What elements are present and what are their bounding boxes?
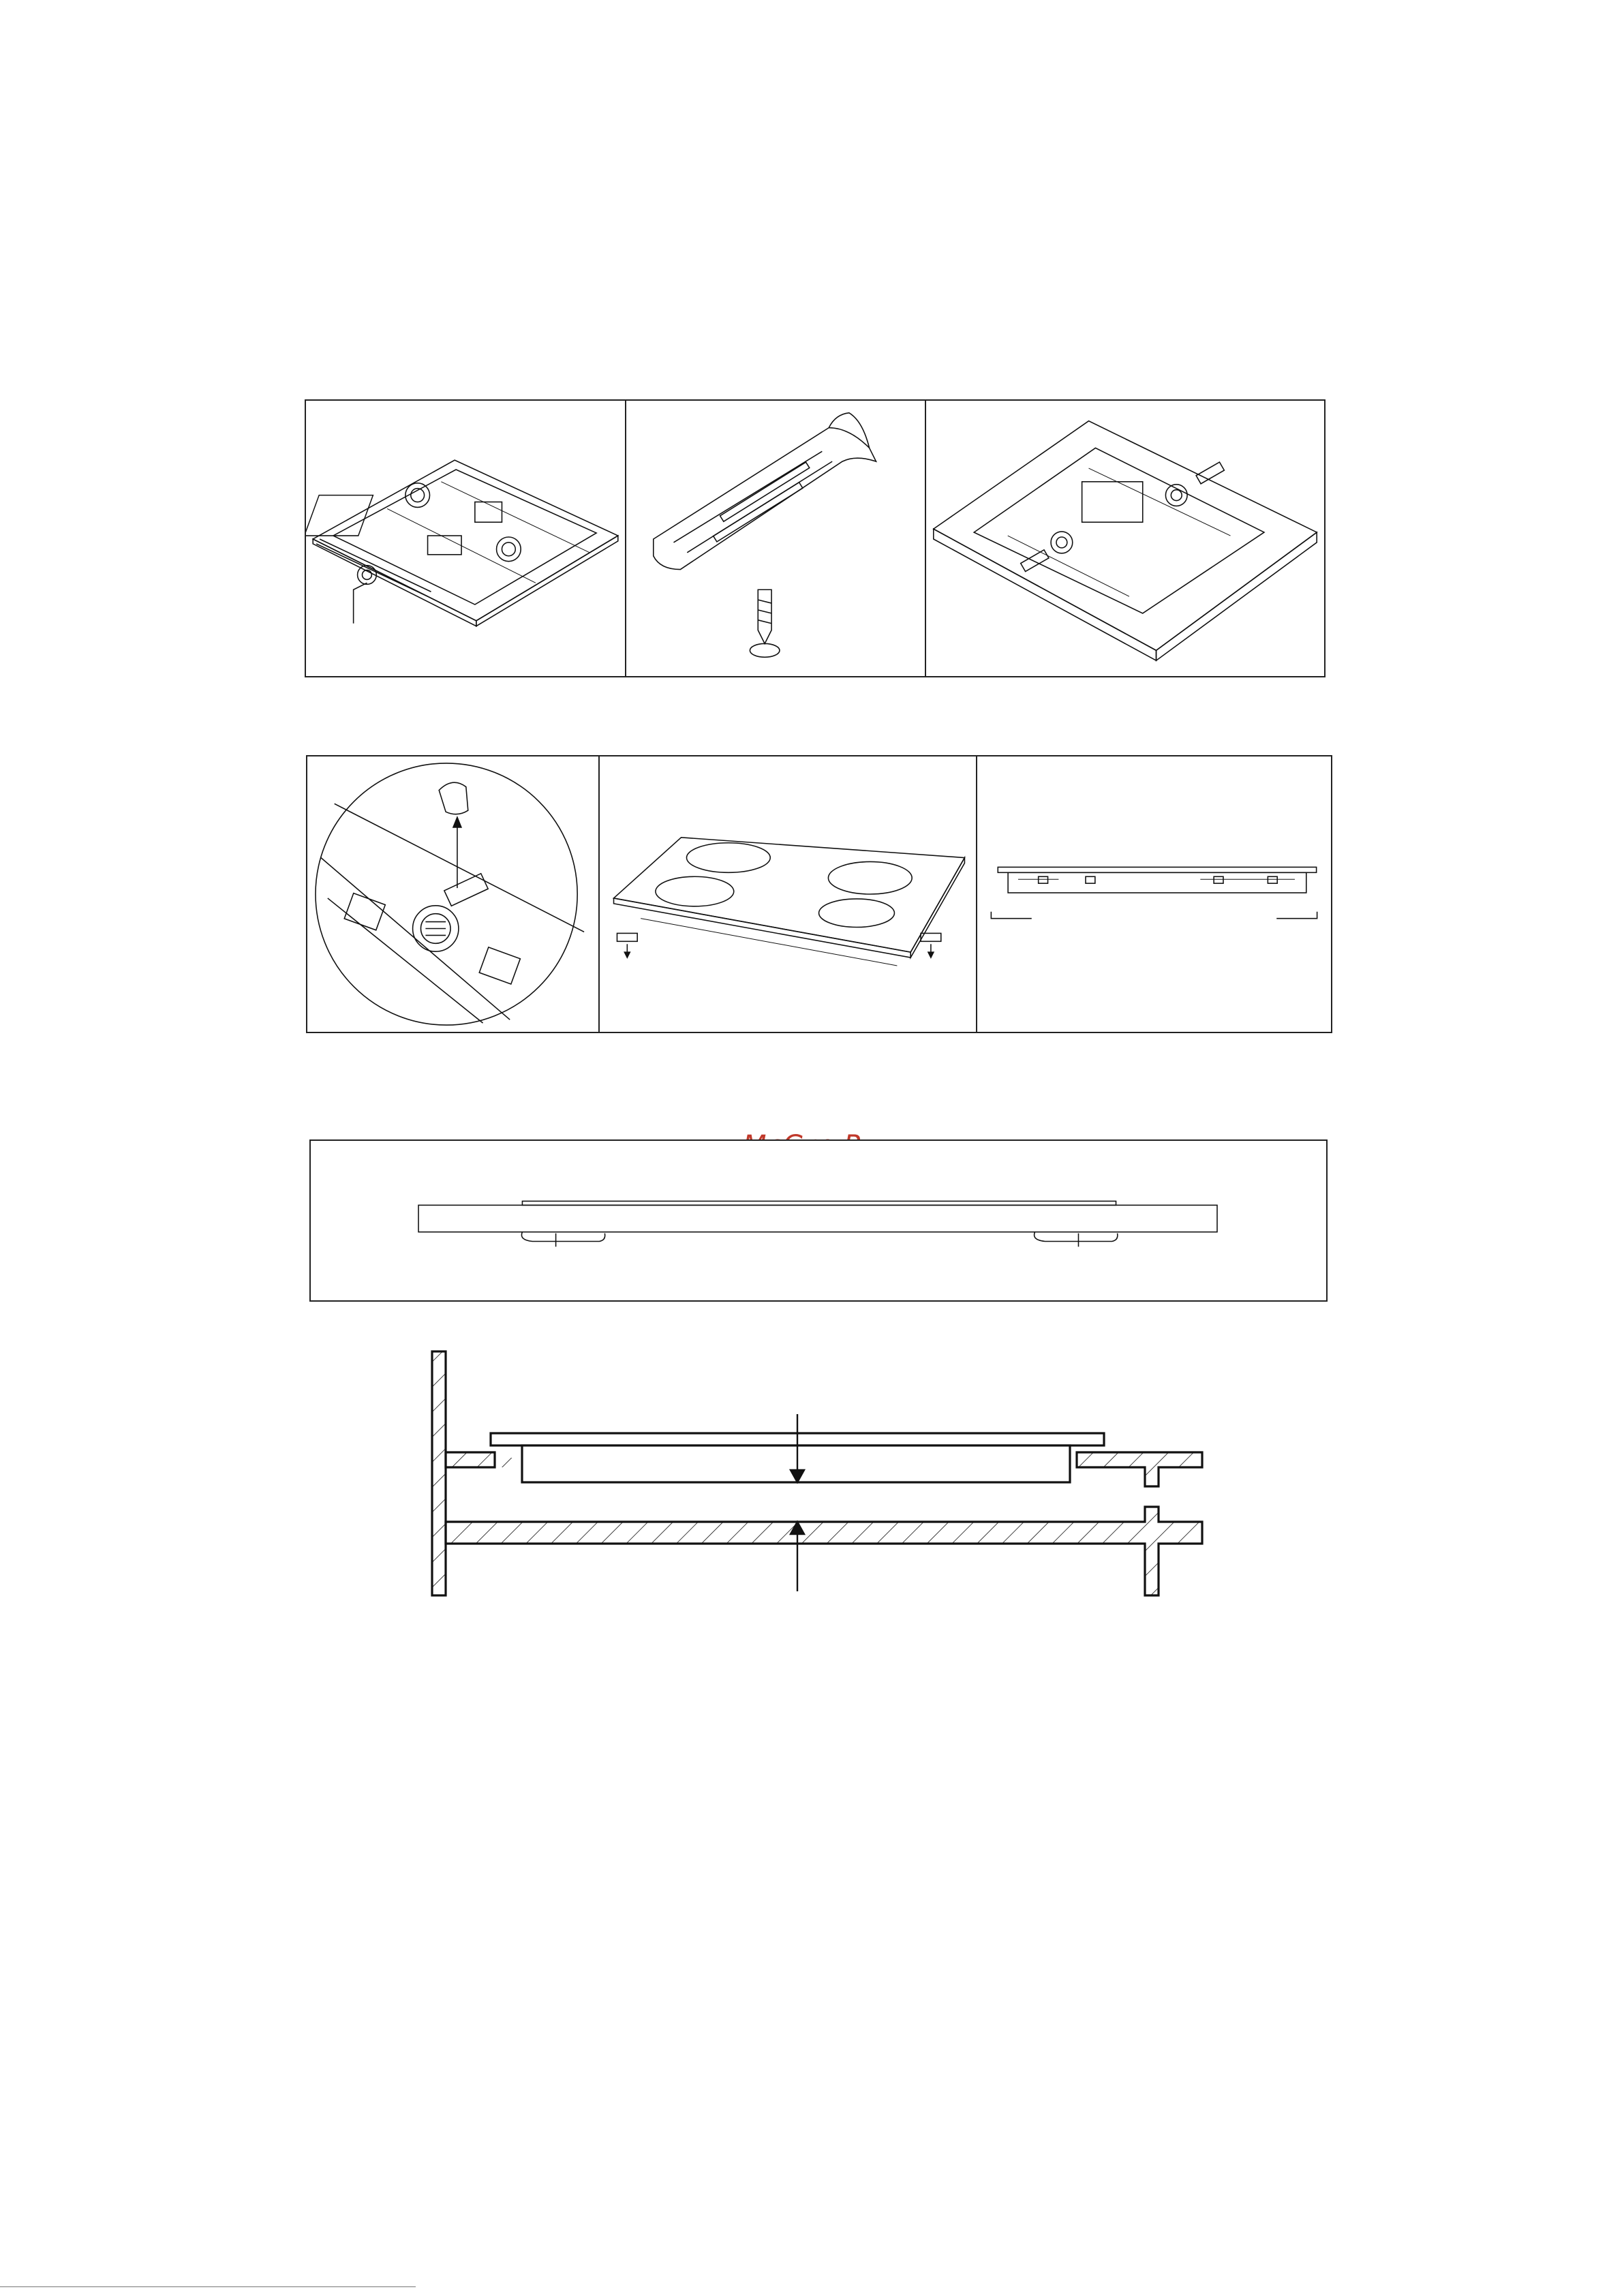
worktop-cross-section [423,1346,1213,1598]
clip-removal-drawing [307,756,598,1032]
figure-hob-side-view [976,755,1332,1033]
figure-hob-underside [305,399,626,677]
figure-hob-on-worktop-side [309,1139,1328,1302]
figure-hob-top-brackets [598,755,977,1033]
figure-hob-in-worktop [925,399,1326,677]
figure-clip-removal-detail [306,755,600,1033]
hob-side-drawing [977,756,1331,1032]
hob-top-drawing [600,756,976,1032]
hob-underside-drawing [306,401,625,676]
footer-rule [0,2286,416,2287]
figure-fixing-bracket [625,399,926,677]
hob-on-worktop-drawing [311,1141,1326,1300]
cross-section-drawing [423,1346,1213,1598]
hob-in-worktop-drawing [926,401,1324,676]
fixing-bracket-drawing [626,401,925,676]
